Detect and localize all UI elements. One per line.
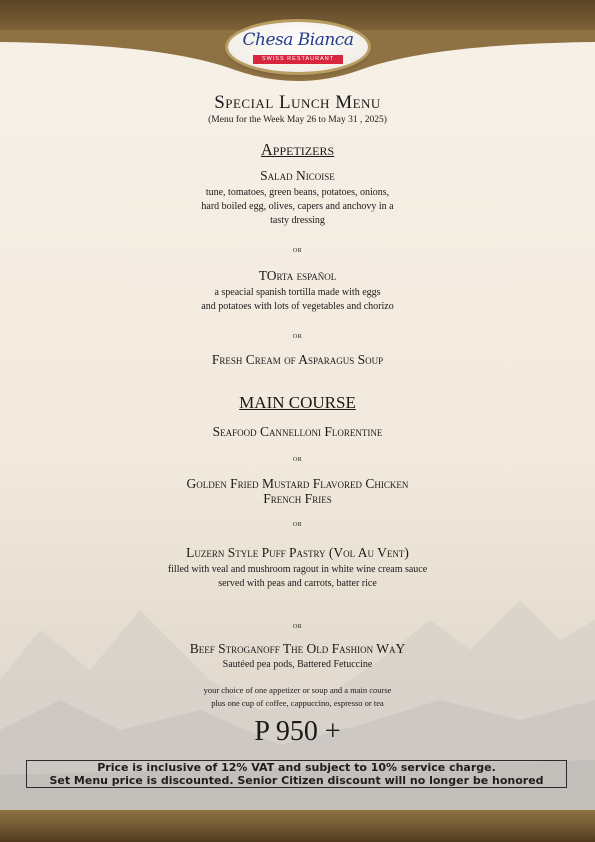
menu-note: your choice of one appetizer or soup and a main course — [203, 685, 392, 695]
dish-name: Golden Fried Mustard Flavored Chicken — [186, 476, 409, 491]
disclaimer-line: Price is inclusive of 12% VAT and subject to 10% service charge. — [97, 761, 496, 774]
or-divider: OR — [292, 457, 303, 463]
dish-name: Luzern Style Puff Pastry (Vol Au Vent) — [186, 545, 409, 560]
menu-title: Special Lunch Menu — [214, 92, 381, 113]
dish-description: and potatoes with lots of vegetables and chorizo — [201, 301, 394, 312]
dish-description: Sautéed pea pods, Battered Fetuccine — [222, 659, 373, 670]
dish-name: Fresh Cream of Asparagus Soup — [211, 352, 384, 367]
main-course-heading: MAIN COURSE — [239, 393, 356, 412]
dish-name: Salad Nicoise — [260, 168, 335, 183]
disclaimer-line: Set Menu price is discounted. Senior Citizen discount will no longer be honored — [49, 773, 544, 787]
dish-description: filled with veal and mushroom ragout in white wine cream sauce — [167, 564, 428, 575]
restaurant-logo — [228, 22, 368, 72]
dish-description: hard boiled egg, olives, capers and anchovy in a — [201, 201, 394, 212]
dish-name: French Fries — [263, 491, 332, 506]
or-divider: OR — [292, 248, 303, 254]
menu-price: P 950 + — [254, 716, 341, 747]
dish-name: TOrta español — [258, 268, 337, 283]
dish-name: Seafood Cannelloni Florentine — [212, 424, 383, 439]
appetizers-heading: Appetizers — [260, 140, 335, 159]
or-divider: OR — [292, 522, 303, 528]
dish-name: Beef Stroganoff The Old Fashion WaY — [189, 641, 406, 656]
or-divider: OR — [292, 624, 303, 630]
or-divider: OR — [292, 334, 303, 340]
menu-subtitle: (Menu for the Week May 26 to May 31 , 2025) — [208, 115, 387, 125]
dish-description: a speacial spanish tortilla made with eggs — [214, 287, 381, 298]
price-disclaimer — [26, 760, 567, 788]
dish-description: served with peas and carrots, batter rice — [218, 578, 377, 589]
menu-note: plus one cup of coffee, cappuccino, espresso or tea — [211, 698, 384, 708]
footer-band — [0, 810, 595, 842]
logo-tagline: SWISS RESTAURANT — [253, 55, 343, 64]
dish-description: tasty dressing — [270, 215, 325, 226]
logo-name: Chesa Bianca — [242, 30, 354, 50]
dish-description: tune, tomatoes, green beans, potatoes, onions, — [205, 187, 390, 198]
